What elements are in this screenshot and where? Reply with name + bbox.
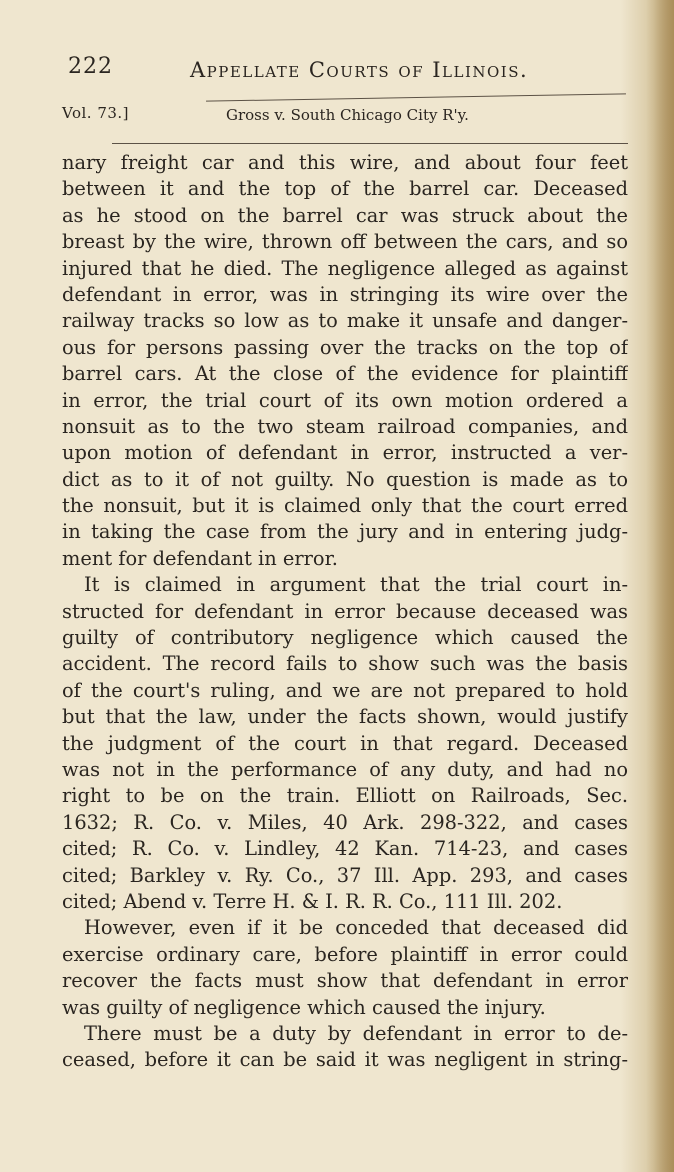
text-line: as he stood on the barrel car was struck about the bbox=[62, 203, 628, 227]
text-line: in taking the case from the jury and in entering judg- bbox=[62, 520, 628, 544]
subheader-rule bbox=[112, 143, 628, 144]
text-line: cited; Barkley v. Ry. Co., 37 Ill. App. 293, and cases bbox=[62, 863, 628, 887]
text-line: structed for defendant in error because deceased was bbox=[62, 599, 628, 623]
case-title: Gross v. South Chicago City R'y. bbox=[226, 106, 469, 124]
text-line: ment for defendant in error. bbox=[62, 546, 338, 570]
text-line: defendant in error, was in stringing its wire over the bbox=[62, 282, 628, 306]
text-line: recover the facts must show that defendant in error bbox=[62, 969, 628, 993]
text-line: between it and the top of the barrel car. Deceased bbox=[62, 177, 628, 201]
text-line: injured that he died. The negligence alleged as against bbox=[62, 256, 628, 280]
text-line: dict as to it of not guilty. No question is made as to bbox=[62, 467, 628, 491]
volume-label: Vol. 73.] bbox=[62, 104, 130, 122]
page-header bbox=[68, 52, 628, 86]
text-line: right to be on the train. Elliott on Railroads, Sec. bbox=[62, 784, 628, 808]
text-line: the judgment of the court in that regard. Deceased bbox=[62, 731, 628, 755]
text-line: nary freight car and this wire, and about four feet bbox=[62, 151, 628, 174]
text-line: barrel cars. At the close of the evidence for plaintiff bbox=[62, 362, 628, 386]
page-body-text bbox=[62, 150, 628, 1074]
text-line: However, even if it be conceded that deceased did bbox=[84, 916, 628, 940]
text-line: of the court's ruling, and we are not prepared to hold bbox=[62, 678, 628, 702]
text-line: railway tracks so low as to make it unsafe and danger- bbox=[62, 309, 628, 333]
text-line: guilty of contributory negligence which caused the bbox=[62, 626, 628, 650]
header-rule bbox=[206, 93, 626, 101]
text-line: the nonsuit, but it is claimed only that the court erred bbox=[62, 494, 628, 518]
text-line: breast by the wire, thrown off between the cars, and so bbox=[62, 230, 628, 254]
text-line: There must be a duty by defendant in error to de- bbox=[84, 1021, 628, 1045]
text-line: 1632; R. Co. v. Miles, 40 Ark. 298-322, and cases bbox=[62, 810, 628, 834]
text-line: cited; R. Co. v. Lindley, 42 Kan. 714-23, and cases bbox=[62, 837, 628, 861]
case-subheader bbox=[62, 104, 628, 134]
text-line: was guilty of negligence which caused the injury. bbox=[62, 995, 546, 1019]
text-line: upon motion of defendant in error, instructed a ver- bbox=[62, 441, 628, 465]
text-line: but that the law, under the facts shown, would justify bbox=[62, 705, 628, 729]
binding-shadow bbox=[646, 0, 674, 1172]
text-line: It is claimed in argument that the trial court in- bbox=[84, 573, 628, 597]
text-line: nonsuit as to the two steam railroad companies, and bbox=[62, 414, 628, 438]
page-number: 222 bbox=[68, 54, 113, 79]
running-title: Appellate Courts of Illinois. bbox=[190, 58, 529, 82]
text-line: cited; Abend v. Terre H. & I. R. R. Co., 111 Ill. 202. bbox=[62, 889, 563, 913]
text-line: ous for persons passing over the tracks on the top of bbox=[62, 335, 628, 359]
text-line: ceased, before it can be said it was negligent in string- bbox=[62, 1048, 628, 1072]
text-line: was not in the performance of any duty, and had no bbox=[62, 757, 628, 781]
text-line: in error, the trial court of its own motion ordered a bbox=[62, 388, 628, 412]
text-line: exercise ordinary care, before plaintiff in error could bbox=[62, 942, 628, 966]
text-line: accident. The record fails to show such was the basis bbox=[62, 652, 628, 676]
